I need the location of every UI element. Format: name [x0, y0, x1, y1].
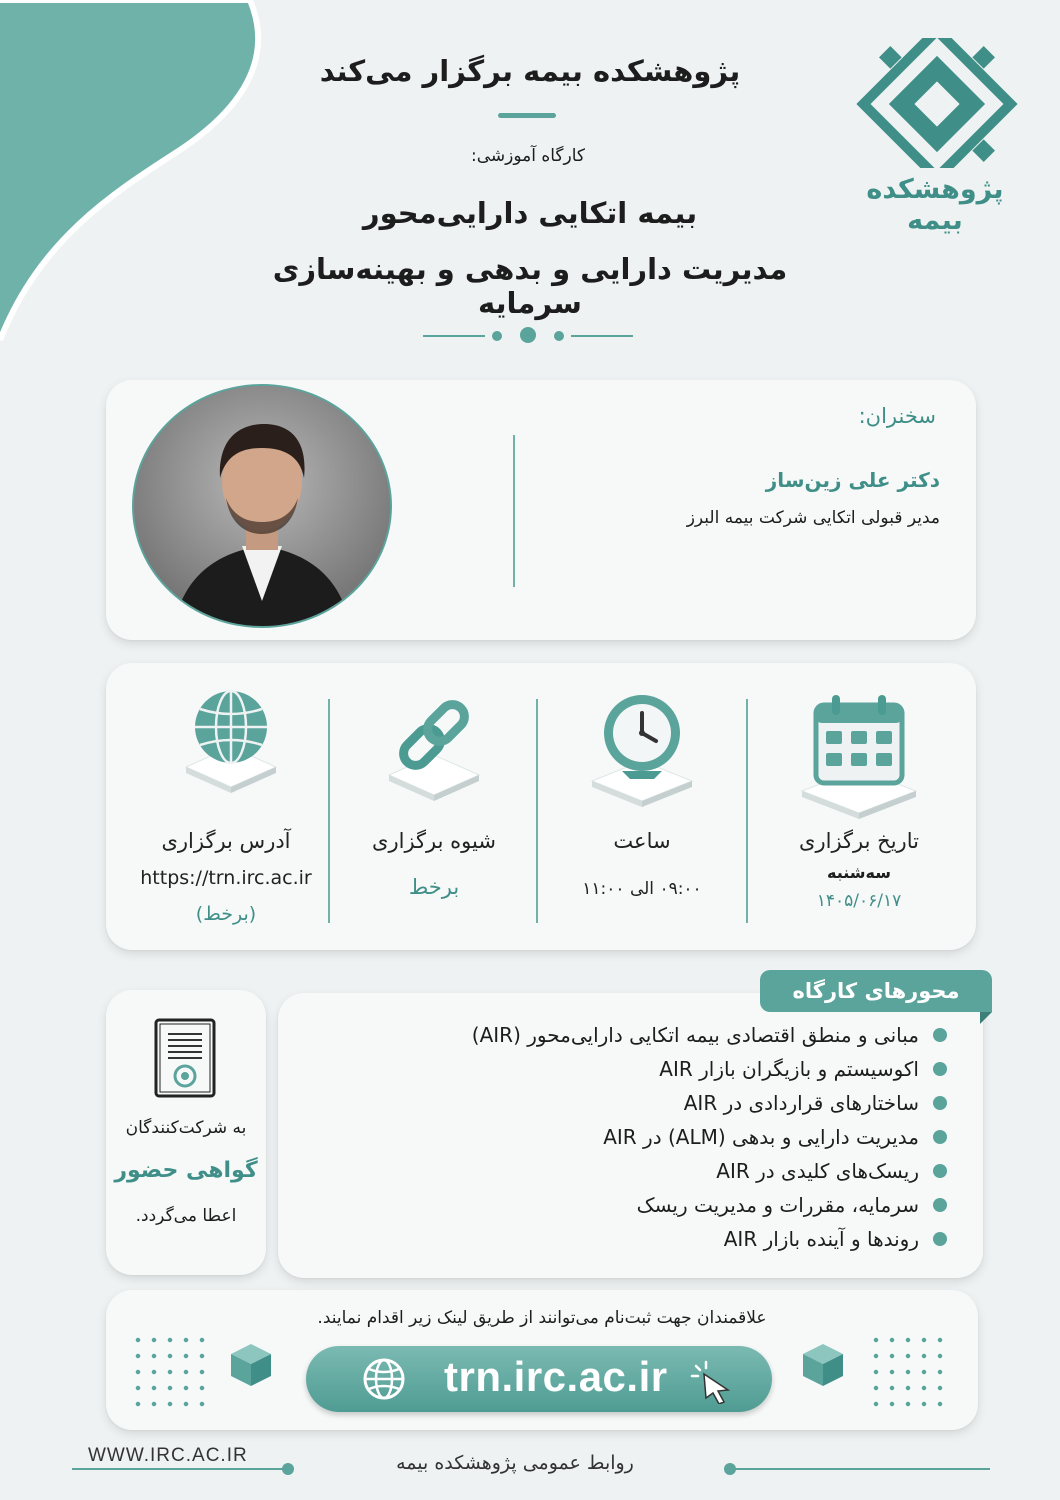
bullet-dot [933, 1062, 947, 1076]
dots-divider [423, 325, 633, 347]
topic-item: ساختارهای قراردادی در AIR [307, 1086, 947, 1120]
footer-website[interactable]: WWW.IRC.AC.IR [88, 1445, 248, 1466]
calendar-icon [794, 689, 924, 819]
registration-link[interactable]: trn.irc.ac.ir [444, 1353, 668, 1400]
workshop-title-line2: مدیریت دارایی و بدهی و بهینه‌سازی سرمایه [272, 252, 788, 320]
speaker-role: مدیر قبولی اتکایی شرکت بیمه البرز [686, 508, 940, 528]
certificate-icon [154, 1018, 218, 1100]
globe-icon [362, 1357, 406, 1401]
globe-icon [176, 685, 286, 795]
topics-card [278, 993, 983, 1278]
footer-line-left [72, 1468, 284, 1470]
registration-link-button[interactable] [306, 1346, 772, 1412]
organizer-line: پژوهشکده بیمه برگزار می‌کند [319, 54, 741, 88]
footer-department: روابط عمومی پژوهشکده بیمه [396, 1452, 634, 1474]
address-note: (برخط) [195, 903, 257, 925]
cube-icon [798, 1340, 848, 1390]
dot-grid-right [868, 1332, 948, 1412]
topic-item: ریسک‌های کلیدی در AIR [307, 1154, 947, 1188]
info-divider-3 [746, 699, 748, 923]
bullet-dot [933, 1164, 947, 1178]
topics-title-fold [980, 1012, 992, 1024]
topic-item: سرمایه، مقررات و مدیریت ریسک [307, 1188, 947, 1222]
speaker-divider [513, 435, 515, 587]
logo-text: پژوهشکده بیمه [866, 174, 1004, 236]
date-value: ۱۴۰۵/۰۶/۱۷ [816, 891, 902, 911]
speaker-name: دکتر علی زین‌ساز [765, 468, 940, 492]
dot-grid-left [130, 1332, 210, 1412]
header-divider [498, 113, 556, 118]
footer-dot-left [282, 1463, 294, 1475]
time-column [542, 663, 742, 950]
bullet-dot [933, 1096, 947, 1110]
speaker-photo [132, 384, 392, 628]
topic-item: روندها و آینده بازار AIR [307, 1222, 947, 1256]
cursor-icon [688, 1360, 738, 1404]
mode-label: شیوه برگزاری [372, 829, 496, 853]
bullet-dot [933, 1028, 947, 1042]
clock-icon [582, 689, 702, 809]
logo-diamond-icon [835, 38, 1035, 168]
logo [835, 38, 1035, 236]
footer-line-right [734, 1468, 990, 1470]
time-label: ساعت [613, 829, 671, 853]
topic-item: مبانی و منطق اقتصادی بیمه اتکایی دارایی‌محور (AIR) [307, 1018, 947, 1052]
speaker-label: سخنران: [858, 404, 936, 428]
cube-icon [226, 1340, 276, 1390]
certificate-line3: اعطا می‌گردد. [135, 1206, 237, 1226]
address-label: آدرس برگزاری [161, 829, 291, 853]
bullet-dot [933, 1130, 947, 1144]
date-label: تاریخ برگزاری [799, 829, 919, 853]
topic-item: اکوسیستم و بازیگران بازار AIR [307, 1052, 947, 1086]
info-card [106, 663, 976, 950]
topic-item: مدیریت دارایی و بدهی (ALM) در AIR [307, 1120, 947, 1154]
address-url[interactable]: https://trn.irc.ac.ir [140, 867, 312, 889]
speaker-portrait [134, 386, 390, 626]
address-column [126, 663, 326, 950]
time-value: ۰۹:۰۰ الی ۱۱:۰۰ [582, 879, 702, 899]
bullet-dot [933, 1232, 947, 1246]
bullet-dot [933, 1198, 947, 1212]
registration-card [106, 1290, 978, 1430]
topics-title: محورهای کارگاه [760, 970, 992, 1012]
speaker-card [106, 380, 976, 640]
registration-instruction: علاقمندان جهت ثبت‌نام می‌توانند از طریق لینک زیر اقدام نمایند. [317, 1308, 767, 1328]
date-weekday: سه‌شنبه [827, 863, 891, 882]
workshop-label: کارگاه آموزشی: [470, 146, 585, 166]
certificate-line1: به شرکت‌کنندگان [125, 1118, 247, 1138]
workshop-title-line1: بیمه اتکایی دارایی‌محور [362, 196, 698, 230]
info-divider-1 [328, 699, 330, 923]
mode-value: برخط [408, 875, 460, 899]
info-divider-2 [536, 699, 538, 923]
mode-column [334, 663, 534, 950]
chain-link-icon [379, 693, 489, 803]
date-column [754, 663, 964, 950]
certificate-card [106, 990, 266, 1275]
certificate-line2: گواهی حضور [114, 1158, 258, 1183]
topics-list [307, 1018, 947, 1256]
